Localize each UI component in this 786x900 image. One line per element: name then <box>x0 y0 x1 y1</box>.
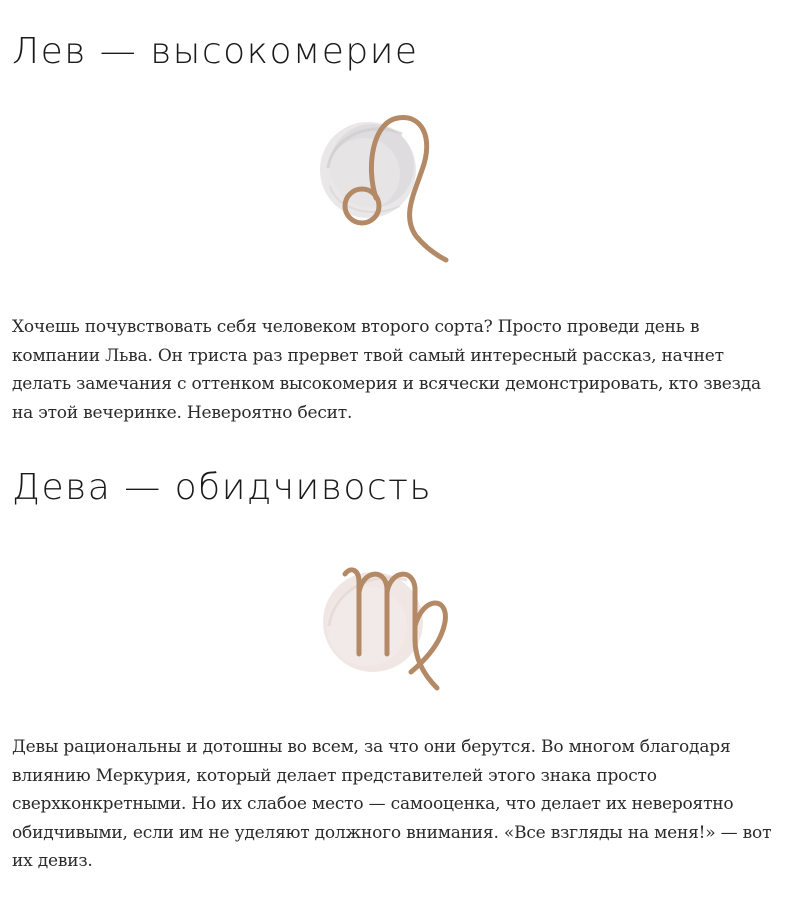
virgo-description: Девы рациональны и дотошны во всем, за что они берутся. Во многом благодаря влиянию Меркурия, который делает представителей этого знака просто сверхконкретными. Но их слабое место — самооценка, что делает их невероятно обидчивыми, если им не уделяют должного внимания. «Все взгляды на меня!» — вот их девиз. <box>12 737 772 871</box>
leo-icon <box>310 108 470 268</box>
leo-backdrop <box>320 122 416 218</box>
virgo-icon <box>315 540 475 700</box>
virgo-sign-graphic <box>315 540 475 700</box>
virgo-backdrop <box>323 572 423 672</box>
leo-sign-graphic <box>310 108 470 268</box>
leo-description: Хочешь почувствовать себя человеком второго сорта? Просто проведи день в компании Льва. Он триста раз прервет твой самый интересный рассказ, начнет делать замечания с оттенком высокомерия и всячески демонстрировать, кто звезда на этой вечеринке. Невероятно бесит. <box>12 317 761 423</box>
leo-heading: Лев — высокомерие <box>12 31 419 72</box>
virgo-heading: Дева — обидчивость <box>12 467 433 508</box>
